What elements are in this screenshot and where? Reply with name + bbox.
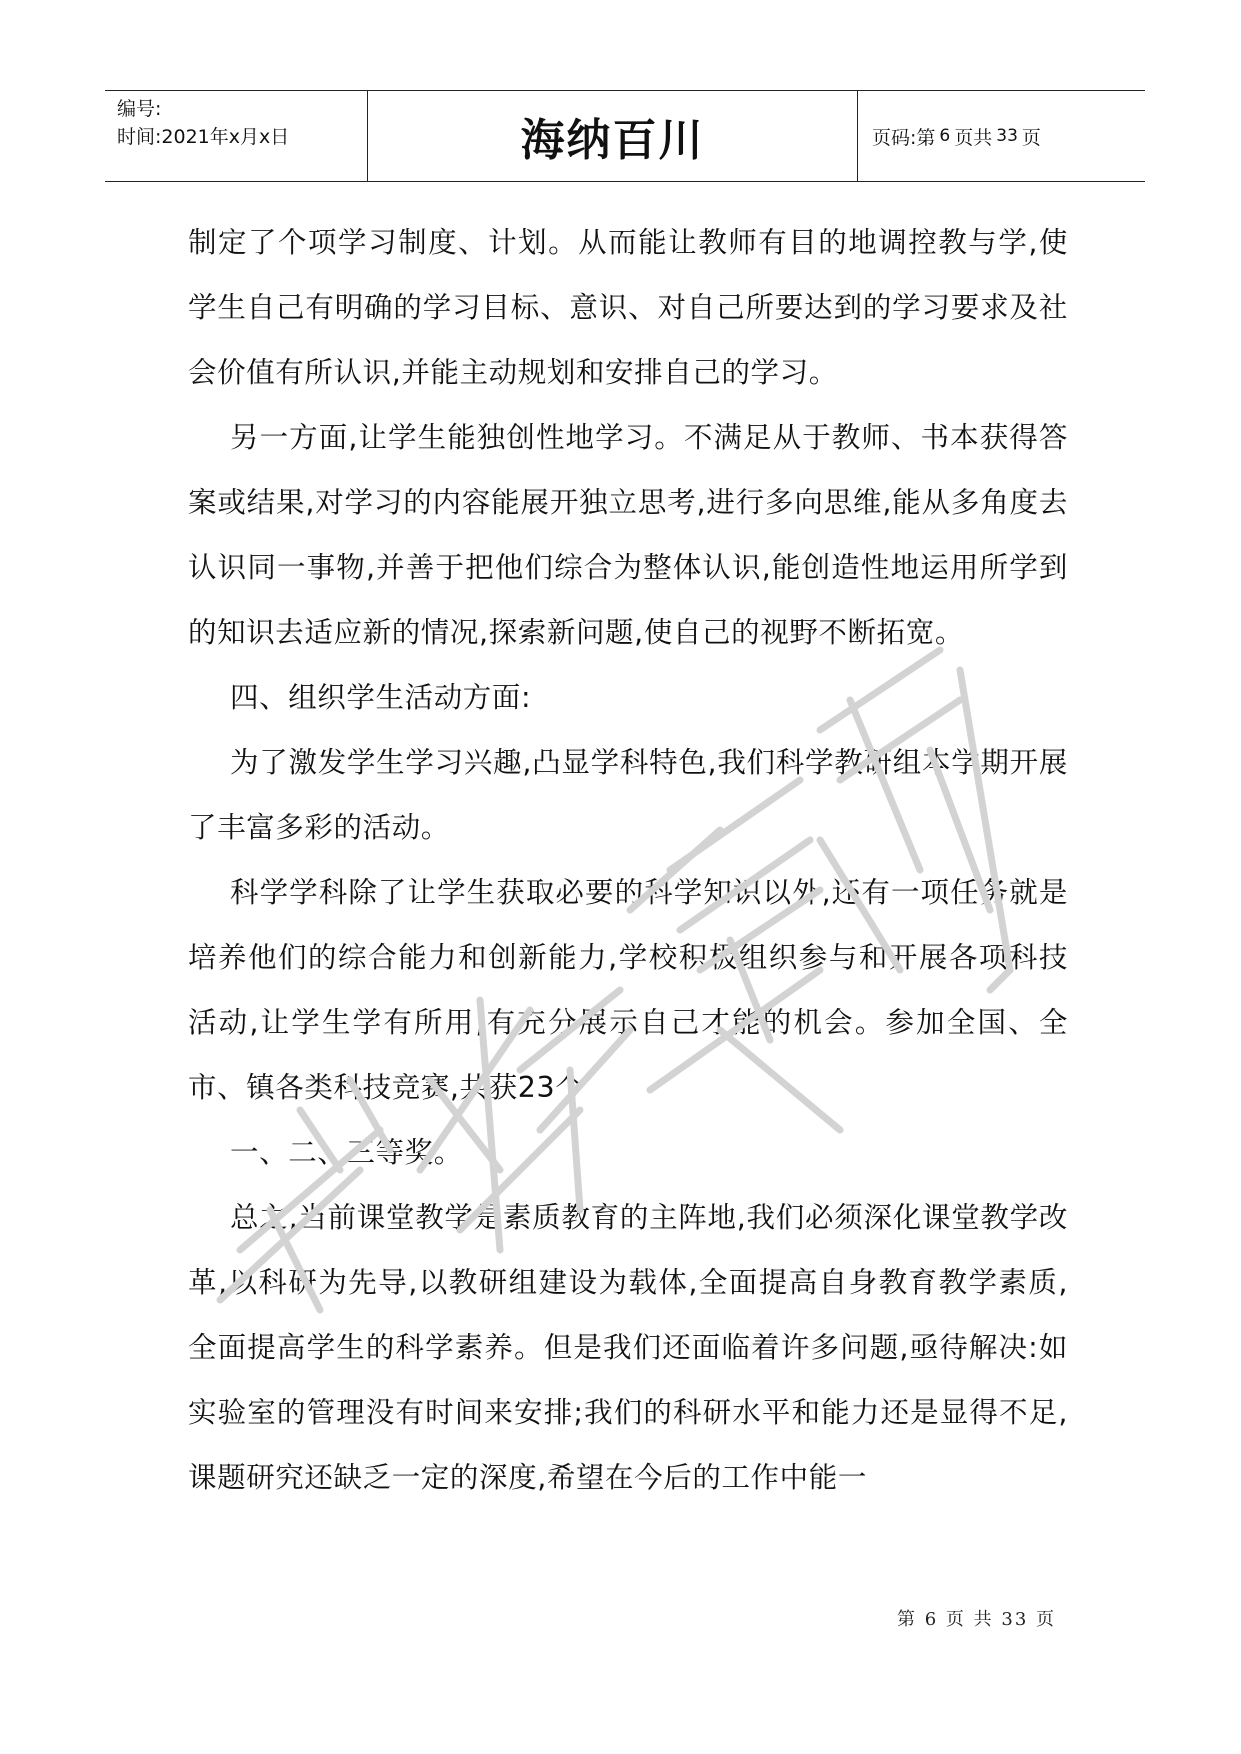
page-total: 33 bbox=[996, 126, 1018, 146]
paragraph: 科学学科除了让学生获取必要的科学知识以外,还有一项任务就是培养他们的综合能力和创新能力,学校积极组织参与和开展各项科技活动,让学生学有所用,有充分展示自己才能的机会。参加全国、全市、镇各类科技竞赛,共获23个 bbox=[188, 876, 1068, 1104]
header-page-cell bbox=[858, 91, 1145, 181]
header-title: 海纳百川 bbox=[368, 91, 858, 181]
paragraph: 制定了个项学习制度、计划。从而能让教师有目的地调控教与学,使学生自己有明确的学习目标、意识、对自己所要达到的学习要求及社会价值有所认识,并能主动规划和安排自己的学习。 bbox=[188, 226, 1068, 389]
page-suffix: 页 bbox=[1021, 126, 1041, 149]
paragraph: 另一方面,让学生能独创性地学习。不满足从于教师、书本获得答案或结果,对学习的内容能展开独立思考,进行多向思维,能从多角度去认识同一事物,并善于把他们综合为整体认识,能创造性地运用所学到的知识去适应新的情况,探索新问题,使自己的视野不断拓宽。 bbox=[188, 421, 1068, 649]
document-header bbox=[105, 90, 1145, 182]
header-meta-cell bbox=[105, 91, 368, 181]
document-time-label: 时间:2021年x月x日 bbox=[117, 126, 290, 148]
page-footer: 第 6 页 共 33 页 bbox=[897, 1609, 1056, 1630]
page-prefix: 页码:第 bbox=[872, 126, 936, 149]
paragraph: 一、二、三等奖。 bbox=[230, 1136, 463, 1169]
page-middle: 页共 bbox=[954, 126, 993, 149]
document-body bbox=[188, 210, 1068, 1510]
paragraph: 为了激发学生学习兴趣,凸显学科特色,我们科学教研组本学期开展了丰富多彩的活动。 bbox=[188, 746, 1068, 844]
paragraph: 总之,当前课堂教学是素质教育的主阵地,我们必须深化课堂教学改革,以科研为先导,以教研组建设为载体,全面提高自身教育教学素质,全面提高学生的科学素养。但是我们还面临着许多问题,亟待解决:如实验室的管理没有时间来安排;我们的科研水平和能力还是显得不足,课题研究还缺乏一定的深度,希望在今后的工作中能一 bbox=[188, 1201, 1068, 1494]
page-current: 6 bbox=[939, 126, 951, 146]
section-heading: 四、组织学生活动方面: bbox=[230, 681, 532, 714]
document-number-label: 编号: bbox=[117, 98, 162, 120]
